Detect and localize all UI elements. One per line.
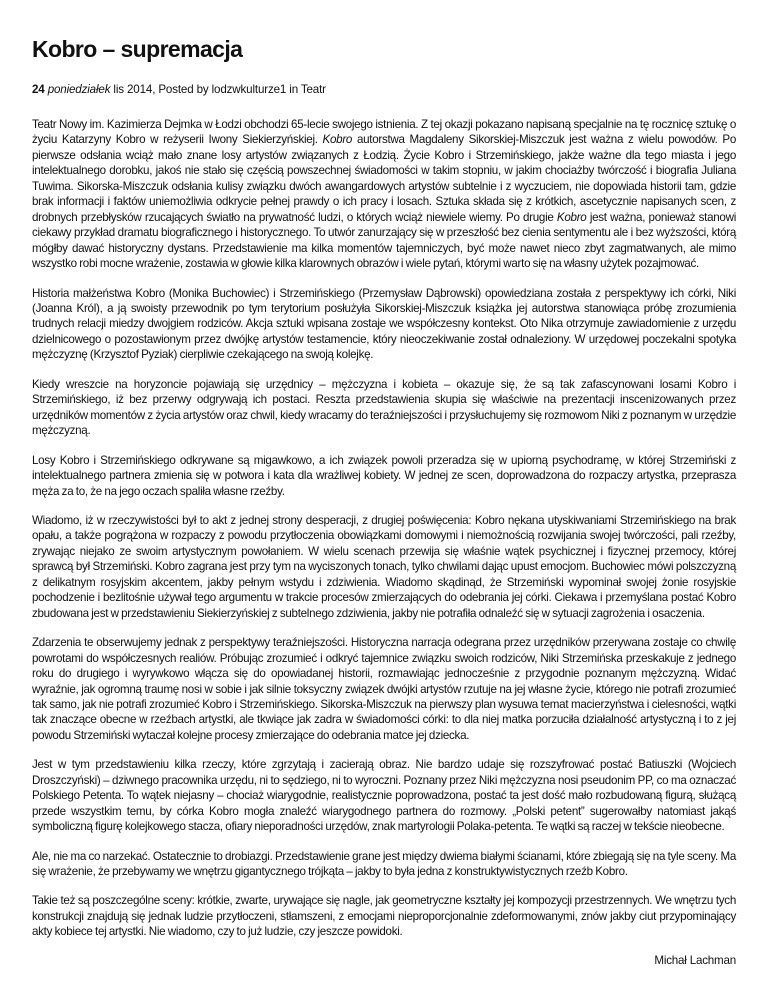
post-meta — [32, 83, 736, 97]
paragraph-1-text-a: Teatr Nowy im. Kazimierza Dejmka w Łodzi obchodzi 65-lecie swojego istnienia. Z tej okazji pokazano napisaną specjalnie na tę rocznicę sztukę o życiu Katarzyny Kobro w reżyserii Iwony Siekierzyńskiej. — [32, 118, 736, 147]
paragraph-7: Jest w tym przedstawieniu kilka rzeczy, które zgrzytają i zacierają obraz. Nie bardzo udaje się rozszyfrować postać Batiuszki (Wojciech Droszczyński) – dziwnego pracownika urzędu, ni to sędziego, ni to wyroczni. Poznany przez Niki mężczyzna nosi pseudonim PP, co ma oznaczać Polskiego Petenta. To wątek niejasny – chociaż wiarygodnie, realistycznie poprowadzona, postać ta jest dość mało rozbudowaną figurą, służącą przede wszystkim temu, by córka Kobro mogła znaleźć wiarygodnego partnera do rozmowy. „Polski petent” sugerowałby natomiast jakąś symboliczną figurę kolejkowego stacza, ofiary nieporadności urzędów, znak martyrologii Polaka-petenta. Te wątki są raczej w tekście nieobecne. — [32, 758, 736, 834]
paragraph-3: Kiedy wreszcie na horyzoncie pojawiają się urzędnicy – mężczyzna i kobieta – okazuje się, że są tak zafascynowani losami Kobro i Strzemińskiego, iż bez przerwy odgrywają ich postaci. Reszta przedstawienia skupia się właściwie na prezentacji inscenizowanych przez urzędników momentów z życia artystów oraz chwil, kiedy wracamy do teraźniejszości i przysłuchujemy się rozmowom Niki z poznanym w urzędzie mężczyzną. — [32, 377, 736, 438]
play-title-italic: Kobro — [556, 210, 587, 224]
paragraph-8: Ale, nie ma co narzekać. Ostatecznie to drobiazgi. Przedstawienie grane jest między dwiema białymi ścianami, które zbiegają się na tyle sceny. Ma się wrażenie, że przebywamy we wnętrzu gigantycznego trójkąta – jakby to była jedna z konstruktywistycznych rzeźb Kobro. — [32, 849, 736, 879]
paragraph-1-text-c: jest ważna, ponieważ stanowi ciekawy przykład dramatu biograficznego i historycznego. To utwór zanurzający się w przeszłość bez cienia sentymentu ale i bez wyższości, którą mógłby dawać historyczny dystans. Przedstawienie ma kilka momentów tajemniczych, być może nawet nieco zbyt zagmatwanych, ale mimo wszystko robi mocne wrażenie, zostawia w głowie kilka klarownych obrazów i wiele pytań, którymi warto się na własny użytek pozajmować. — [32, 210, 736, 271]
page-title: Kobro – supremacja — [32, 36, 243, 62]
paragraph-4: Losy Kobro i Strzemińskiego odkrywane są migawkowo, a ich związek powoli przeradza się w upiorną psychodramę, w której Strzemiński z intelektualnego partnera zmienia się w potwora i kata dla wrażliwej kobiety. W jednej ze scen, doprowadzona do rozpaczy artystka, przeprasza męża za to, że na jego oczach spaliła własne rzeźby. — [32, 453, 736, 498]
post-day: 24 — [32, 83, 45, 96]
post-weekday: poniedziałek — [47, 83, 111, 96]
paragraph-1 — [32, 117, 736, 272]
post-meta-rest: lis 2014, Posted by lodzwkulturze1 in Teatr — [110, 83, 326, 96]
paragraph-9: Takie też są poszczególne sceny: krótkie, zwarte, urywające się nagle, jak geometryczne kształty jej kompozycji przestrzennych. We wnętrzu tych konstrukcji znajdują się jednak ludzie przytłoczeni, stłamszeni, z emocjami nieproporcjonalnie zdeformowanymi, znów jakby ciut przypominający akty kobiece tej artystki. Nie wiadomo, czy to już ludzie, czy jeszcze powidoki. — [32, 894, 736, 939]
play-title-italic: Kobro — [322, 133, 353, 147]
paragraph-6: Zdarzenia te obserwujemy jednak z perspektywy teraźniejszości. Historyczna narracja odegrana przez urzędników przerywana zostaje co chwilę powrotami do współczesnych realiów. Próbując zrozumieć i odkryć tajemnice związku swoich rodziców, Niki Strzemińska przeskakuje z jednego roku do drugiego i wyrywkowo włącza się do opowiadanej historii, rozmawiając jednocześnie z przygodnie poznanym mężczyzną. Widać wyraźnie, jak ogromną traumę nosi w sobie i jak silnie toksyczny związek dwójki artystów rzutuje na jej własne życie, którego nie potrafi zrozumieć tak samo, jak nie potrafi zrozumieć Kobro i Strzemińskiego. Sikorska-Miszczuk na pierwszy plan wysuwa temat macierzyństwa i cielesności, wątki tak znaczące obecne w rzeźbach artystki, ale tkwiące jak zadra w świadomości córki: to dla niej matka porzuciła działalność artystyczną i to z jej powodu Strzemiński wytaczał kolejne procesy zmierzające do odebrania matce jej dziecka. — [32, 636, 736, 742]
article — [32, 0, 736, 968]
paragraph-5: Wiadomo, iż w rzeczywistości był to akt z jednej strony desperacji, z drugiej poświęcenia: Kobro nękana utyskiwaniami Strzemińskiego na brak opału, a także pogrążona w rozpaczy z powodu przytłoczenia obowiązkami domowymi i niemożnością rozwijania swojej twórczości, pali rzeźby, zrywając niejako ze swoim artystycznym powołaniem. W wielu scenach przewija się właśnie wątek psychicznej i fizycznej przemocy, której sprawcą był Strzemiński. Kobro zagrana jest przy tym na wyciszonych tonach, tylko chwilami dając upust emocjom. Buchowiec mówi polszczyzną z delikatnym rosyjskim akcentem, jakby pełnym wstydu i zdziwienia. Wiadomo skądinąd, że Strzemiński wypominał swojej żonie rosyjskie pochodzenie i bezlitośnie używał tego argumentu w trakcie procesów zmierzających do odebrania jej córki. Ciekawa i przemyślana postać Kobro zbudowana jest w przedstawieniu Siekierzyńskiej z subtelnego zdziwienia, jakby nie potrafiła odnaleźć się w sytuacji zagrożenia i osaczenia. — [32, 513, 736, 620]
article-body — [32, 117, 736, 940]
paragraph-2: Historia małżeństwa Kobro (Monika Buchowiec) i Strzemińskiego (Przemysław Dąbrowski) opowiedziana została z perspektywy ich córki, Niki (Joanna Król), a ją swoisty przewodnik po tym terytorium posłużyła Sikorskiej-Miszczuk książka jej autorstwa stanowiąca próbę zrozumienia trudnych relacji miedzy dwojgiem rodziców. Akcja sztuki wpisana zostaje we współczesny kontekst. Oto Nika otrzymuje zawiadomienie z urzędu dzielnicowego o pozostawionym przez dwójkę artystów testamencie, który nieoczekiwanie został odnaleziony. W urzędowej poczekalni spotyka mężczyznę (Krzysztof Pyziak) cierpliwie czekającego na swoją kolejkę. — [32, 286, 736, 362]
paragraph-1-text-b: autorstwa Magdaleny Sikorskiej-Miszczuk jest ważna z wielu powodów. Po pierwsze odsłania wciąż mało znane losy artystów związanych z Łodzią. Życie Kobro i Strzemińskiego, jakże ważne dla tego miasta i jego intelektualnego dorobku, jakoś nie stało się częścią powszechnej świadomości w takim stopniu, w jakim chociażby twórczość i biografia Juliana Tuwima. Sikorska-Miszczuk odsłania kulisy związku dwóch awangardowych artystów subtelnie i z wyczuciem, nie dopowiada historii tam, gdzie brak informacji i faktów uniemożliwia odkrycie pełnej prawdy o ich pracy i losach. Sztuka składa się z krótkich, ascetycznie napisanych scen, z drobnych przebłysków rzucających światło na prywatność ludzi, o których wciąż niewiele wiemy. Po drugie — [32, 133, 736, 224]
author-signature: Michał Lachman — [654, 953, 736, 967]
